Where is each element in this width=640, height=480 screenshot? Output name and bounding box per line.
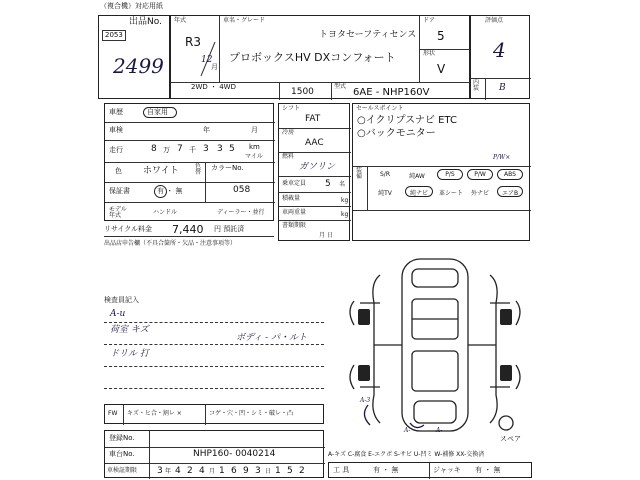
model-month: 12 xyxy=(201,55,213,65)
recycle-value: 7,440 xyxy=(172,223,204,236)
tools-label: 工 具 xyxy=(333,466,350,474)
form-header-label: （複合機）対応用紙 xyxy=(100,2,163,10)
ac-label: 冷房 xyxy=(282,129,295,136)
damage-legend-row xyxy=(104,404,324,424)
equipment-label: 装備 xyxy=(356,167,363,180)
lot-label: 出品No. xyxy=(129,17,162,27)
body-shape: V xyxy=(437,62,446,76)
cert-d10: 5 xyxy=(287,466,293,476)
spare-label: スペア xyxy=(500,435,521,443)
inspection-label: 車検 xyxy=(109,126,123,134)
interior-label: 内装 xyxy=(473,79,480,92)
inspector-note-2: 荷室 キズ xyxy=(110,325,149,335)
cert-d3: 2 xyxy=(187,466,193,476)
model-name: プロボックスHV DXコンフォート xyxy=(229,51,396,64)
sales-point-1: ○イクリプスナビ ETC xyxy=(357,115,457,126)
inspector-note-4: ボディ - パ・ルト xyxy=(236,333,308,343)
displacement: 1500 xyxy=(291,87,314,97)
vehicle-block xyxy=(170,15,470,99)
inspector-label: 検査員記入 xyxy=(104,296,139,304)
dealer-label: ディーラー・並行 xyxy=(217,209,265,216)
cert-year-unit: 年 xyxy=(165,468,172,475)
info-table xyxy=(104,103,274,221)
ac-value: AAC xyxy=(305,138,324,148)
equip-airbag: エアB xyxy=(501,190,519,197)
damage-legend-2: コゲ・穴・凹・シミ・破レ・凸 xyxy=(209,410,294,417)
equip-sunroof: S/R xyxy=(380,171,390,178)
specs-table xyxy=(278,103,350,241)
door-count: 5 xyxy=(437,29,445,43)
use-label: 車歴 xyxy=(109,108,123,116)
cert-d4: 4 xyxy=(199,466,205,476)
jack-options: 有 ・ 無 xyxy=(475,466,501,474)
registration-table xyxy=(104,430,324,478)
cert-label: 車検証期限 xyxy=(107,467,138,474)
equip-pw: P/W xyxy=(474,171,486,178)
equip-ext-navi: 外ナビ xyxy=(470,190,489,197)
sales-point-2: ○バックモニター xyxy=(357,128,436,139)
mileage-d3: 7 xyxy=(177,144,183,154)
inspection-month-unit: 月 xyxy=(251,126,258,134)
equip-tv: 純TV xyxy=(378,190,392,197)
expiry-label: 書類期限 xyxy=(282,222,307,229)
mileage-d2: 万 xyxy=(163,146,170,154)
recycle-unit: 円 預託済 xyxy=(214,225,245,233)
jack-label: ジャッキ xyxy=(433,466,461,474)
cert-d1: 3 xyxy=(157,466,163,476)
sales-equipment-box xyxy=(352,103,530,241)
color-value: ホワイト xyxy=(143,166,179,176)
diagram-marker-1: A-3 xyxy=(360,397,371,404)
shift-label: シフト xyxy=(282,105,301,112)
capacity-unit: 名 xyxy=(339,181,346,188)
inspector-note-3: ドリル 打 xyxy=(110,349,149,359)
lot-number-box xyxy=(98,15,170,99)
handle-label: ハンドル xyxy=(153,209,178,216)
equip-ps: P/S xyxy=(445,171,455,178)
capacity-label: 乗車定員 xyxy=(282,180,307,187)
color-label: 色 xyxy=(115,167,122,175)
weight-label: 車両重量 xyxy=(282,209,307,216)
model-year-label: モデル年式 xyxy=(109,206,127,219)
cert-d2: 4 xyxy=(175,466,181,476)
lot-number: 2499 xyxy=(113,54,164,78)
cert-d5: 1 xyxy=(219,466,225,476)
inspection-year-unit: 年 xyxy=(203,126,210,134)
damage-legend-1: キズ・ヒ合・割レ × xyxy=(127,410,182,417)
color-no-label: カラーNo. xyxy=(211,164,244,172)
overall-grade: 4 xyxy=(493,38,506,62)
fuel-value: ガソリン xyxy=(299,162,336,172)
mileage-d1: 8 xyxy=(151,144,157,154)
warranty-label: 保証書 xyxy=(109,187,130,195)
cert-d8: 3 xyxy=(255,466,261,476)
drive-type: 2WD ・ 4WD xyxy=(191,83,236,91)
inspector-note-1: A-u xyxy=(110,309,126,319)
model-type: 6AE - NHP160V xyxy=(353,87,430,98)
damage-fw-label: FW xyxy=(108,410,118,417)
equip-alloy: 純AW xyxy=(409,173,425,180)
year-divider-slash xyxy=(171,16,219,82)
load-label: 積載量 xyxy=(282,195,301,202)
car-damage-diagram xyxy=(340,255,530,440)
tools-options: 有 ・ 無 xyxy=(373,466,399,474)
shape-label: 形状 xyxy=(423,50,436,57)
mileage-d4: 千 xyxy=(189,146,196,154)
shift-value: FAT xyxy=(305,114,321,124)
report-label: 出品店申告欄（不具合箇所・欠品・注意事項等） xyxy=(104,240,237,247)
mileage-label: 走行 xyxy=(109,146,123,154)
use-value: 自家用 xyxy=(147,108,168,116)
name-grade-label: 車名・グレード xyxy=(223,17,266,24)
month-unit: 月 xyxy=(211,63,218,71)
weight-unit: kg xyxy=(341,211,349,218)
diagram-marker-2: A- xyxy=(404,427,411,434)
warranty-options: 有 ・ 無 xyxy=(157,187,183,195)
cert-month-unit: 月 xyxy=(209,468,216,475)
equip-abs: ABS xyxy=(504,171,516,178)
chassis-number: NHP160- 0040214 xyxy=(193,449,276,459)
equipment-handnote: P/W× xyxy=(493,154,511,161)
color-no: 058 xyxy=(233,185,251,195)
equip-leather: 革シート xyxy=(438,190,463,197)
cert-day-unit: 日 xyxy=(265,468,272,475)
cert-d11: 2 xyxy=(299,466,305,476)
reg-no-label: 登録No. xyxy=(109,434,135,442)
capacity-value: 5 xyxy=(325,179,331,189)
mileage-d6: 3 xyxy=(217,144,223,154)
sales-points-label: セールスポイント xyxy=(356,105,404,112)
damage-codes-legend: A-キズ C-腐食 E-エクボ S-サビ U-凹ミ W-補修 XX-交換済 xyxy=(328,451,485,458)
mileage-unit-km: km xyxy=(249,143,260,151)
door-label: ドア xyxy=(423,17,435,24)
color-change-label: 色替 xyxy=(195,163,202,176)
interior-grade: B xyxy=(499,83,506,93)
type-label: 型式 xyxy=(334,83,347,90)
mileage-unit-mile: マイル xyxy=(245,153,263,160)
grade-label: 評価点 xyxy=(485,17,504,24)
year-label: 年式 xyxy=(174,17,187,24)
lot-stamp: 2053 xyxy=(102,30,126,41)
cert-d6: 6 xyxy=(231,466,237,476)
grade-box xyxy=(470,15,530,99)
mileage-d5: 3 xyxy=(203,144,209,154)
chassis-label: 車台No. xyxy=(109,450,135,458)
diagram-marker-3: A- xyxy=(436,427,443,434)
load-unit: kg xyxy=(341,197,349,204)
cert-d7: 9 xyxy=(243,466,249,476)
fuel-label: 燃料 xyxy=(282,153,295,160)
expiry-unit: 月 日 xyxy=(319,232,333,239)
tools-jack-row xyxy=(328,462,532,478)
safety-note: トヨタセーフティセンス xyxy=(319,30,417,40)
model-year: R3 xyxy=(185,35,201,49)
cert-d9: 1 xyxy=(275,466,281,476)
mileage-d7: 5 xyxy=(229,144,235,154)
recycle-label: リサイクル料金 xyxy=(104,225,153,233)
equip-navi: 純ナビ xyxy=(409,190,428,197)
